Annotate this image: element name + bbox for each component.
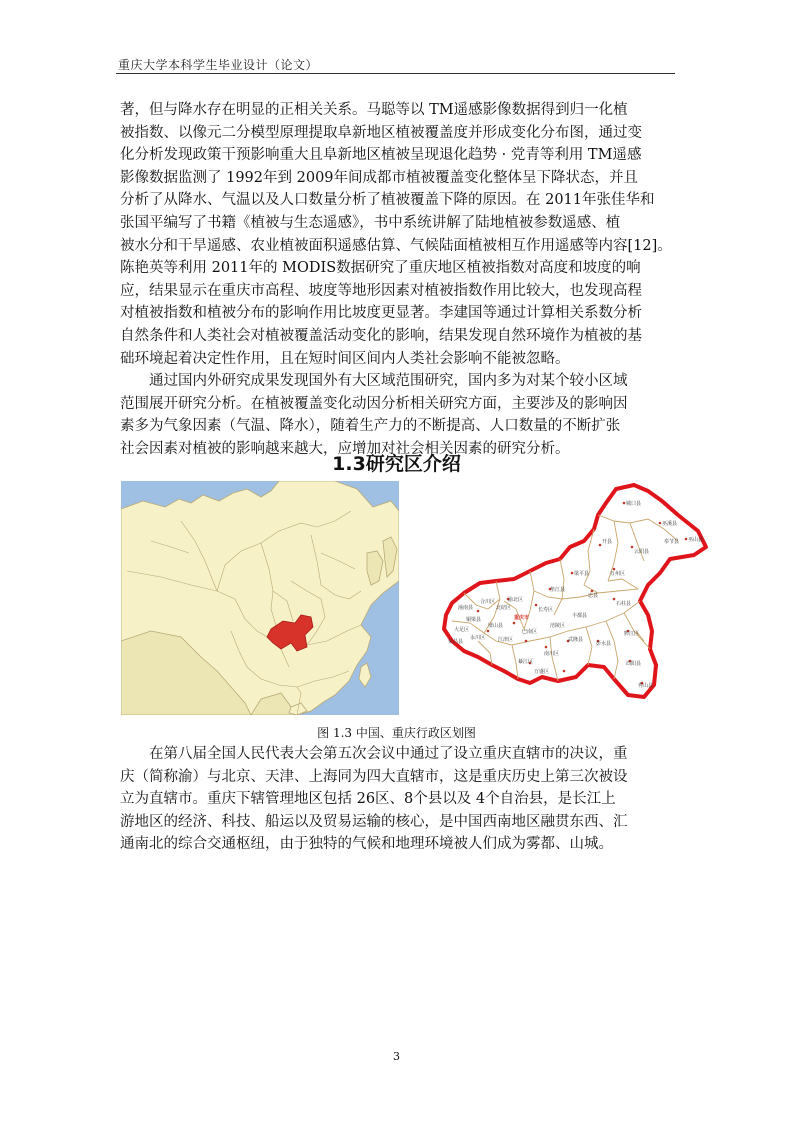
map-label: 秀山县 <box>638 683 654 689</box>
text-line: 在第八届全国人民代表大会第五次会议中通过了设立重庆直辖市的决议，重 <box>149 746 628 762</box>
map-label: 璧山县 <box>488 623 504 629</box>
text-line: 庆（简称渝）与北京、天津、上海同为四大直辖市，这是重庆历史上第三次被设 <box>120 768 628 785</box>
map-label: 奉节县 <box>664 539 680 545</box>
map-label: 城口县 <box>626 501 642 507</box>
text-line: 被指数、以像元二分模型原理提取阜新地区植被覆盖度并形成变化分布图，通过变 <box>120 124 642 141</box>
text-line: 影像数据监测了 1992年到 2009年间成都市植被覆盖变化整体呈下降状态，并且 <box>120 169 639 186</box>
text-line: 社会因素对植被的影响越来越大，应增加对社会相关因素的研究分析。 <box>120 440 570 457</box>
text-line: 陈艳英等利用 2011年的 MODIS数据研究了重庆地区植被指数对高度和坡度的响 <box>120 260 641 277</box>
map-label: 涪陵区 <box>550 623 566 629</box>
map-label: 武隆县 <box>568 637 584 643</box>
text-line: 分析了从降水、气温以及人口数量分析了植被覆盖下降的原因。在 2011年张佳华和 <box>120 192 655 209</box>
paragraph-research-summary <box>120 370 680 460</box>
map-label: 忠县 <box>588 593 599 599</box>
map-label: 大足区 <box>454 627 470 633</box>
text-line: 化分析发现政策干预影响重大且阜新地区植被呈现退化趋势 · 党青等利用 TM遥感 <box>120 147 642 164</box>
text-line: 张国平编写了书籍《植被与生态遥感》，书中系统讲解了陆地植被参数遥感、植 <box>120 214 621 231</box>
map-label: 云阳县 <box>634 549 650 555</box>
page-header: 重庆大学本科学生毕业设计（论文） <box>118 58 319 72</box>
map-label: 酉阳县 <box>626 661 642 667</box>
text-line: 础环境起着决定性作用，且在短时间区间内人类社会影响不能被忽略。 <box>120 350 570 367</box>
map-label: 万盛区 <box>534 669 550 675</box>
text-line: 应，结果显示在重庆市高程、坡度等地形因素对植被指数作用比较大，也发现高程 <box>120 282 642 299</box>
figure-caption: 图 1.3 中国、重庆行政区划图 <box>317 726 476 740</box>
page-number: 3 <box>393 1050 400 1063</box>
text-line: 通南北的综合交通枢纽，由于独特的气候和地理环境被人们成为雾都、山城。 <box>120 836 613 853</box>
map-label: 彭水县 <box>596 641 612 647</box>
china-map-figure <box>121 481 399 715</box>
map-label: 石柱县 <box>616 601 632 607</box>
text-line: 对植被指数和植被分布的影响作用比坡度更显著。李建国等通过计算相关系数分析 <box>120 305 642 322</box>
map-label: 黔江区 <box>624 631 640 637</box>
text-line: 素多为气象因素（气温、降水），随着生产力的不断提高、人口数量的不断扩张 <box>120 418 621 435</box>
map-label: 渝北区 <box>508 597 524 603</box>
text-line: 被水分和干旱遥感、农业植被面积遥感估算、气候陆面植被相互作用遥感等内容[12]。 <box>120 237 672 254</box>
map-label: 梁平县 <box>574 571 590 577</box>
section-title: 1.3研究区介绍 <box>332 453 461 475</box>
map-label: 长寿区 <box>538 607 554 613</box>
text-line: 著，但与降水存在明显的正相关关系。马聪等以 TM遥感影像数据得到归一化植 <box>120 102 628 118</box>
map-label: 江津区 <box>498 637 514 643</box>
map-label: 巫溪县 <box>662 521 678 527</box>
paragraph-literature-review <box>120 99 680 370</box>
text-line: 立为直辖市。重庆下辖管理地区包括 26区、8个县以及 4个自治县，是长江上 <box>120 791 616 808</box>
header-divider <box>116 73 675 74</box>
text-line: 游地区的经济、科技、船运以及贸易运输的核心，是中国西南地区融贯东西、汇 <box>120 813 628 830</box>
chongqing-boundary <box>444 485 706 697</box>
map-label: 潼南县 <box>458 605 474 611</box>
map-label: 北碚区 <box>496 605 512 611</box>
map-label: 巫山县 <box>688 537 704 543</box>
map-label: 合川区 <box>480 599 496 605</box>
map-label: 丰都县 <box>572 613 588 619</box>
map-label: 垫江县 <box>550 587 566 593</box>
map-label: 荣昌县 <box>448 639 464 645</box>
map-label: 永川区 <box>470 635 486 641</box>
map-label: 开县 <box>602 539 613 545</box>
map-label: 重庆市 <box>514 615 530 621</box>
map-label: 巴南区 <box>522 629 538 635</box>
text-line: 范围展开研究分析。在植被覆盖变化动因分析相关研究方面，主要涉及的影响因 <box>120 395 628 412</box>
map-label: 南川区 <box>544 651 560 657</box>
paragraph-chongqing-intro <box>120 743 680 856</box>
map-label: 铜梁县 <box>466 617 482 623</box>
map-label: 万州区 <box>610 571 626 577</box>
chongqing-map-figure <box>438 481 714 715</box>
text-line: 自然条件和人类社会对植被覆盖活动变化的影响，结果发现自然环境作为植被的基 <box>120 327 642 344</box>
text-line: 通过国内外研究成果发现国外有大区域范围研究，国内多为对某个较小区域 <box>149 373 628 389</box>
map-label: 綦江区 <box>518 659 534 665</box>
